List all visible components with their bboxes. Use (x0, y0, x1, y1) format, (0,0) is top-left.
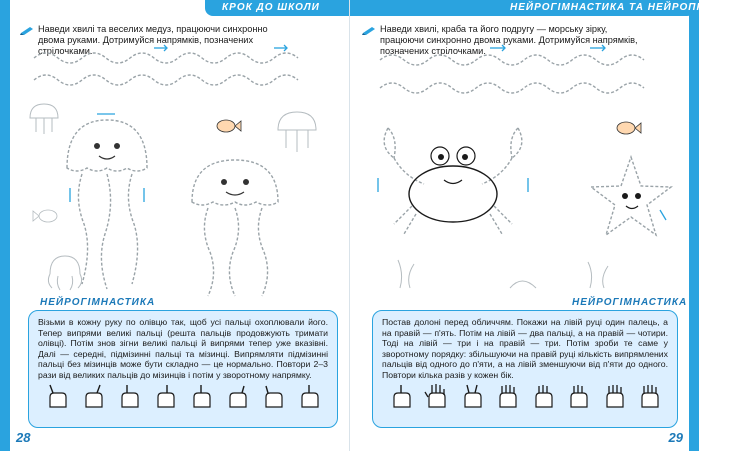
hand-three-fingers-icon (565, 383, 591, 409)
starfish-illustration (586, 152, 676, 242)
right-edge-strip (689, 0, 699, 451)
left-edge-strip (0, 0, 10, 451)
left-neuro-title: НЕЙРОГІМНАСТИКА (40, 297, 156, 308)
left-neuro-text: Візьми в кожну руку по олівцю так, щоб усі пальці охоплювали його. Тепер випрями великі пальці (решта пальців продовжують тримати олівці). Потім знов зігни великі пальці й випрями тепер уже вказівні. Далі — середні, підмізинні пальці та мізинці. Випрямляти підмізинні пальці без мізинців може бути складно — це нормально. Повтори 2–3 рази від великих пальців до мізинців і потім у зворотному напрямку. (38, 317, 328, 380)
fish-illustration (216, 118, 242, 134)
fish-illustration (616, 120, 642, 136)
left-page-number: 28 (16, 430, 31, 445)
hand-gesture-icon (188, 383, 214, 409)
hand-gesture-icon (44, 383, 70, 409)
right-neuro-box (372, 310, 678, 428)
hand-gesture-icon (224, 383, 250, 409)
hand-one-finger-icon (388, 383, 414, 409)
wave-tracing-lines (370, 44, 670, 104)
hand-two-fingers-icon (459, 383, 485, 409)
left-hand-gestures (39, 383, 327, 409)
wave-tracing-lines (24, 44, 324, 96)
small-jellyfish-illustration-2 (272, 108, 322, 158)
right-page-number: 29 (668, 430, 683, 445)
left-page (0, 0, 350, 451)
hand-three-fingers-icon (530, 383, 556, 409)
left-neuro-box (28, 310, 338, 428)
right-header-title: НЕЙРОГІМНАСТИКА ТА НЕЙРОПРОПИСИ (510, 2, 746, 13)
right-neuro-title: НЕЙРОГІМНАСТИКА (572, 297, 688, 308)
hand-four-fingers-icon (494, 383, 520, 409)
pencil-icon (362, 26, 376, 35)
crab-illustration (368, 118, 548, 248)
hand-five-fingers-icon (423, 383, 449, 409)
hand-gesture-icon (260, 383, 286, 409)
octopus-illustration (42, 252, 88, 292)
seaweed-illustration (390, 256, 650, 290)
hand-gesture-icon (80, 383, 106, 409)
jellyfish-illustration-2 (180, 150, 290, 300)
right-instruction: Наведи хвилі, краба та його подругу — морську зірку, працюючи синхронно двома руками. Дотримуйся напрямків, позначених стрілочками. (380, 24, 638, 56)
pencil-icon (20, 26, 34, 35)
hand-four-fingers-icon (601, 383, 627, 409)
left-header-title: КРОК ДО ШКОЛИ (222, 2, 320, 13)
left-instruction: Наведи хвилі та веселих медуз, працюючи синхронно двома руками. Дотримуйся напрямків, позначених стрілочками. (38, 24, 268, 56)
fish-illustration-2 (32, 208, 58, 224)
small-jellyfish-illustration (24, 100, 64, 140)
right-neuro-text: Постав долоні перед обличчям. Покажи на лівій руці один палець, а на правій — п'ять. Потім на лівій — два пальці, а на правій — чотири. Тоді на лівій — три і на правій — три. Потім зроби те саме у зворотному порядку: збільшуючи на правій руці кількість випрямлених пальців від одного до п'яти, а на лівій зменшуючи від п'яти до одного. Повтори кілька разів у кожен бік. (382, 317, 668, 380)
hand-four-fingers-icon (636, 383, 662, 409)
right-page (350, 0, 746, 451)
right-hand-gestures (383, 383, 667, 409)
hand-gesture-icon (116, 383, 142, 409)
hand-gesture-icon (152, 383, 178, 409)
hand-gesture-icon (296, 383, 322, 409)
